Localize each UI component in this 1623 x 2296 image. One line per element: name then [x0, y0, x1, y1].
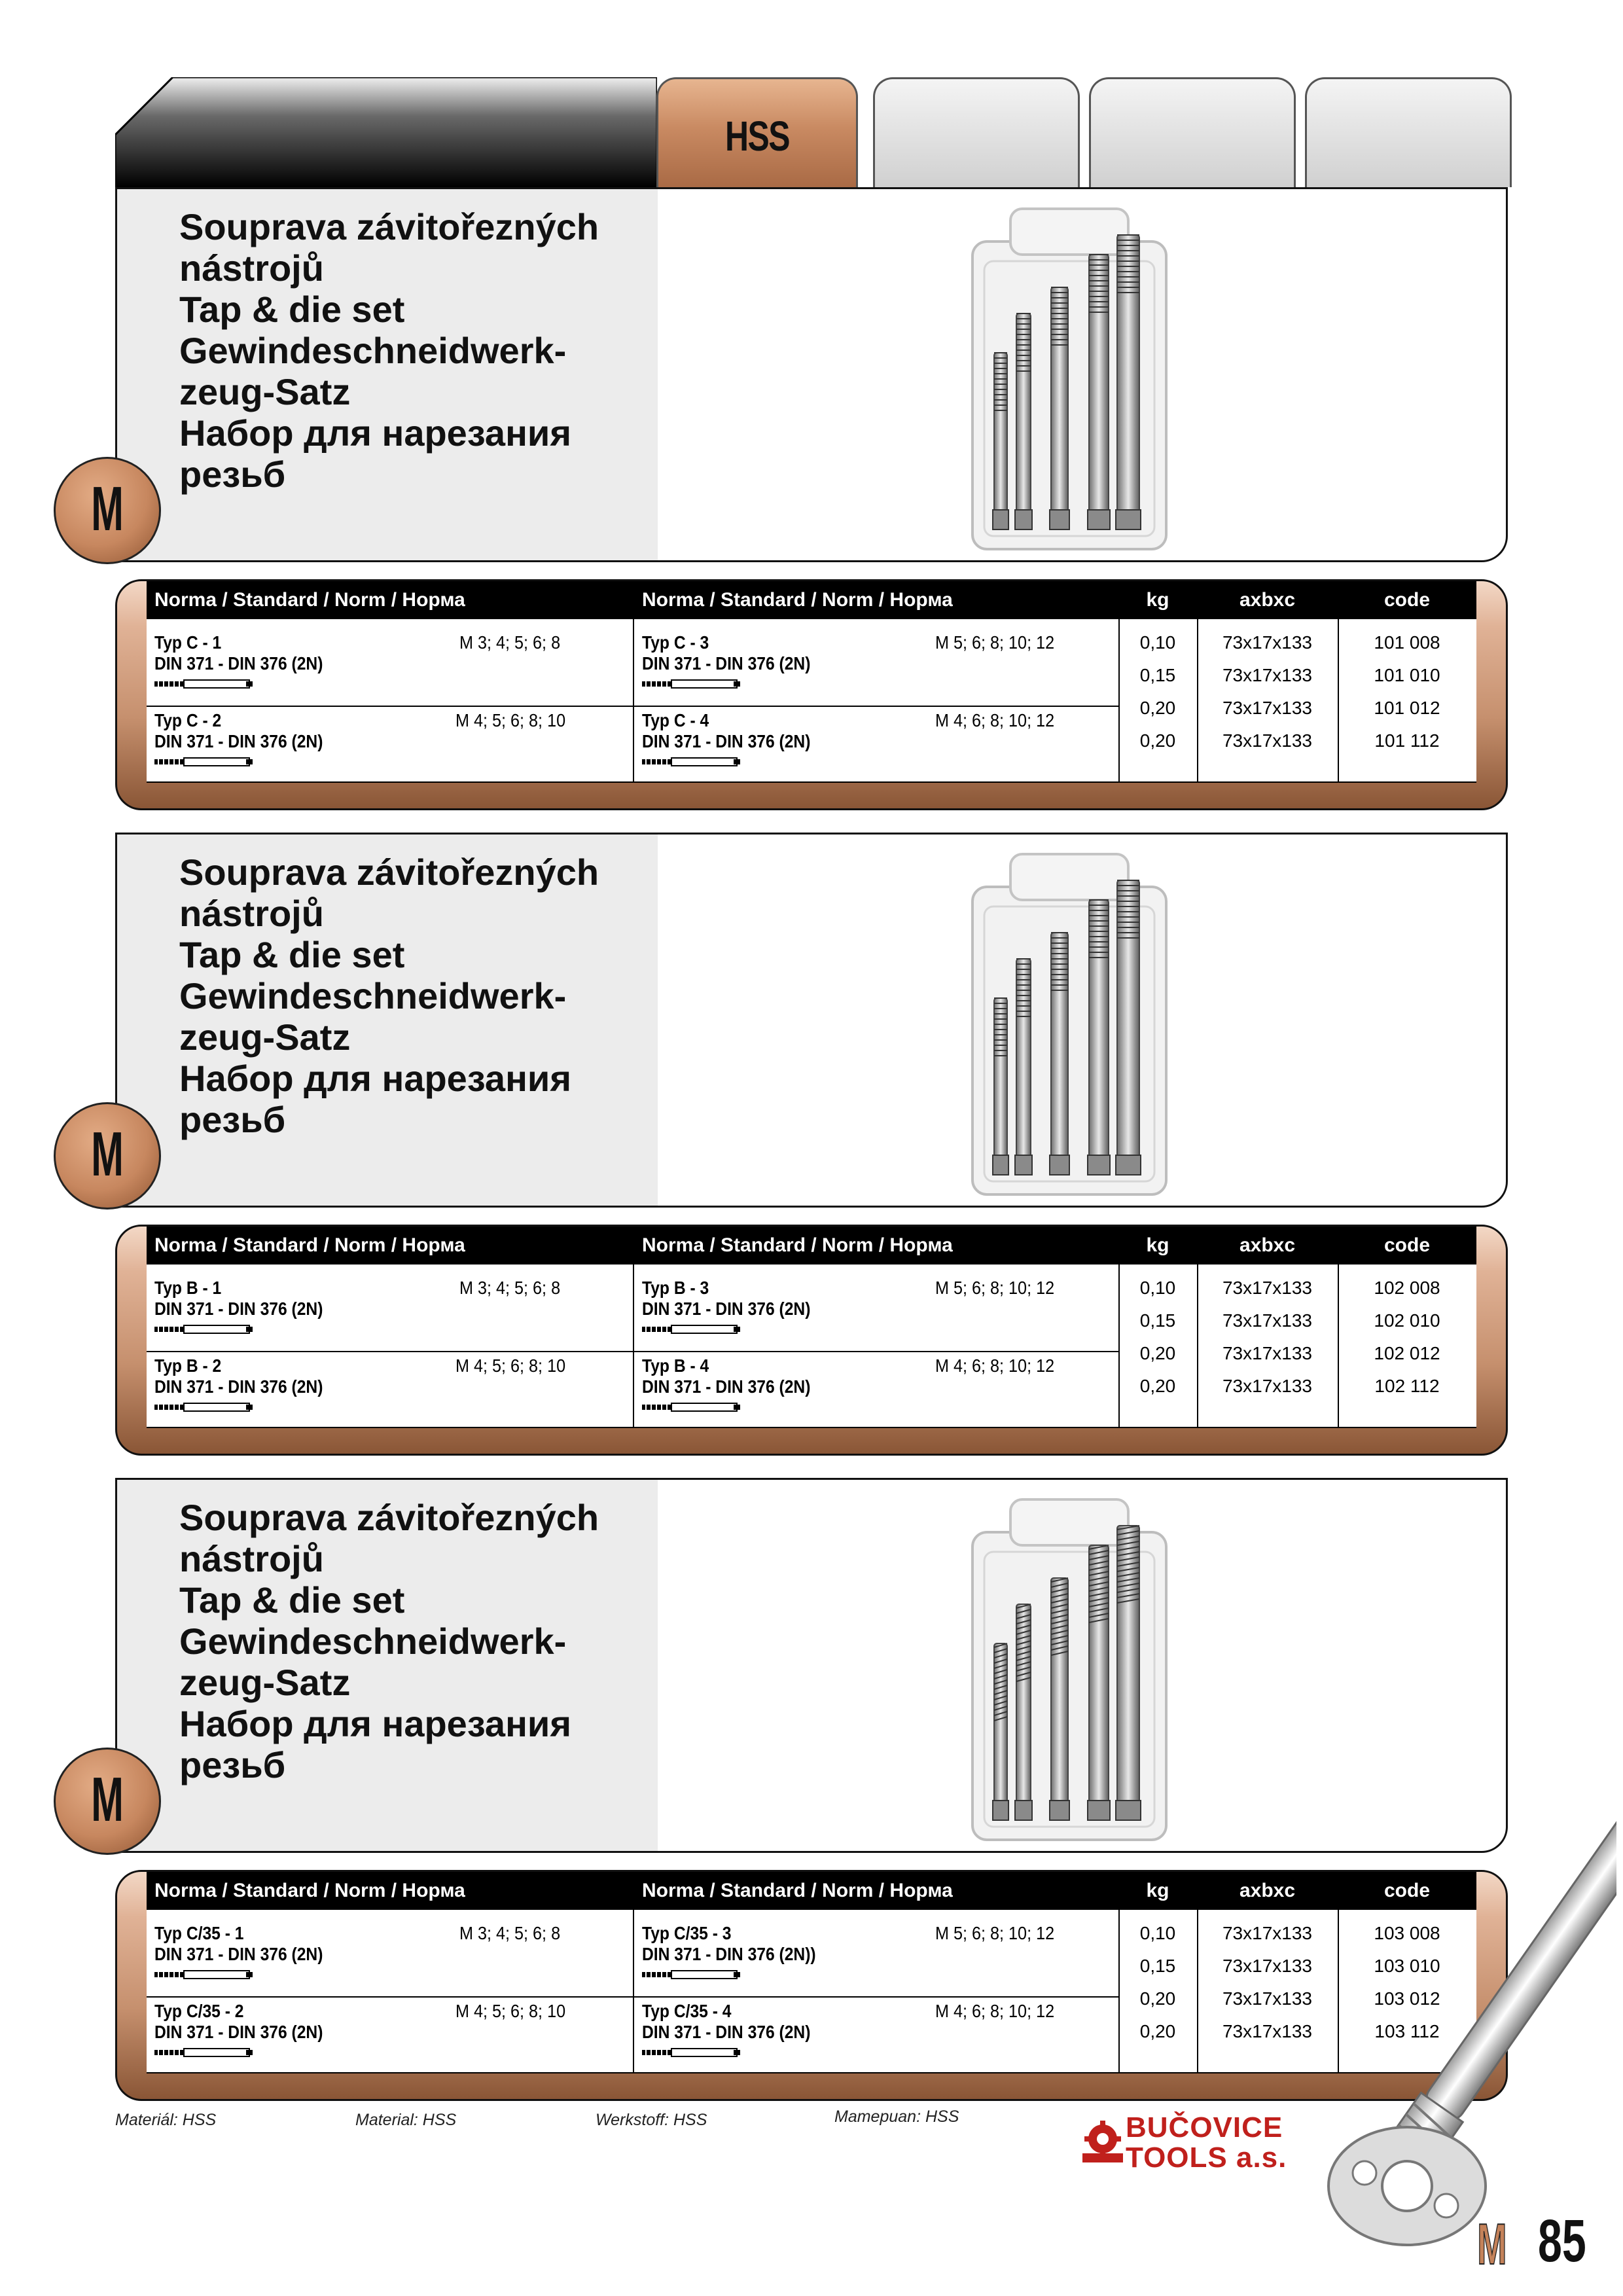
item-type: Typ C/35 - 4 DIN 371 - DIN 376 (2N): [642, 2001, 811, 2042]
tab-empty-3: [1305, 77, 1512, 187]
row-kg: 0,20: [1139, 730, 1176, 751]
product-title: [179, 1497, 651, 1785]
row-dims: 73x17x133: [1222, 1923, 1312, 1943]
header-norma-right: Norma / Standard / Norm / Норма: [642, 589, 953, 611]
row-kg: 0,15: [1139, 1310, 1176, 1331]
column-divider: [633, 1910, 634, 2073]
category-badge-letter: M: [91, 474, 124, 544]
table-header: [147, 1872, 1476, 1910]
header-norma-right: Norma / Standard / Norm / Норма: [642, 1880, 953, 1901]
tab-empty-1: [873, 77, 1080, 187]
row-dims: 73x17x133: [1222, 698, 1312, 718]
product-title-line: Набор для нарезания: [179, 1703, 571, 1744]
product-title-line: Souprava závitořezných: [179, 852, 599, 893]
row-code: 102 012: [1374, 1343, 1440, 1363]
row-code: 103 008: [1374, 1923, 1440, 1943]
tap-icon: [642, 1403, 740, 1412]
item-sizes: M 4; 5; 6; 8; 10: [455, 1355, 566, 1376]
category-badge: [54, 457, 161, 564]
tap-icon: [154, 757, 253, 766]
item-sizes: M 4; 5; 6; 8; 10: [455, 710, 566, 730]
item-type: Typ C - 2 DIN 371 - DIN 376 (2N): [154, 710, 323, 751]
item-din: DIN 371 - DIN 376 (2N): [154, 1299, 323, 1319]
item-din: DIN 371 - DIN 376 (2N): [154, 2022, 323, 2042]
product-panel: [115, 833, 1508, 1208]
row-dims: 73x17x133: [1222, 2021, 1312, 2041]
product-table: [115, 1870, 1508, 2101]
item-sizes: M 4; 6; 8; 10; 12: [935, 1355, 1055, 1376]
row-divider: [147, 1996, 1118, 1998]
tap-icon: [642, 2048, 740, 2057]
row-kg: 0,20: [1139, 1343, 1176, 1363]
item-type: Typ C - 3 DIN 371 - DIN 376 (2N): [642, 632, 811, 673]
table-body: [147, 1227, 1476, 1428]
category-badge: [54, 1102, 161, 1210]
item-din: DIN 371 - DIN 376 (2N): [154, 731, 323, 751]
item-type: Typ B - 3 DIN 371 - DIN 376 (2N): [642, 1278, 811, 1319]
material-en: Material: HSS: [355, 2111, 457, 2129]
product-panel: [115, 187, 1508, 562]
item-sizes: M 5; 6; 8; 10; 12: [935, 1278, 1055, 1298]
row-code: 103 112: [1374, 2021, 1440, 2041]
tap-set-photo: [965, 1493, 1174, 1846]
row-divider: [147, 1351, 1118, 1352]
header-kg: kg: [1146, 1880, 1169, 1901]
tap-icon: [642, 679, 740, 689]
row-dims: 73x17x133: [1222, 1376, 1312, 1396]
item-din: DIN 371 - DIN 376 (2N): [642, 1376, 811, 1397]
product-title-line: Souprava závitořezných: [179, 206, 599, 247]
product-title-line: Tap & die set: [179, 289, 405, 330]
tap-icon: [642, 1970, 740, 1979]
category-badge-letter: M: [91, 1119, 124, 1189]
item-type: Typ B - 1 DIN 371 - DIN 376 (2N): [154, 1278, 323, 1319]
row-kg: 0,20: [1139, 1988, 1176, 2009]
product-table: [115, 1225, 1508, 1456]
row-code: 103 010: [1374, 1956, 1440, 1976]
row-dims: 73x17x133: [1222, 730, 1312, 751]
table-bottom-line: [147, 781, 1476, 783]
category-badge-letter: M: [91, 1765, 124, 1835]
tap-icon: [154, 679, 253, 689]
item-sizes: M 3; 4; 5; 6; 8: [459, 1923, 561, 1943]
row-kg: 0,20: [1139, 2021, 1176, 2041]
row-code: 102 010: [1374, 1310, 1440, 1331]
product-title-line: Gewindeschneidwerk-: [179, 975, 567, 1016]
product-title-line: Набор для нарезания: [179, 1058, 571, 1099]
header-black-band: [115, 77, 657, 187]
row-kg: 0,20: [1139, 1376, 1176, 1396]
row-divider: [147, 706, 1118, 707]
row-dims: 73x17x133: [1222, 1956, 1312, 1976]
header-code: code: [1383, 1234, 1431, 1256]
row-code: 101 012: [1374, 698, 1440, 718]
tap-set-photo: [965, 202, 1174, 556]
item-din: DIN 371 - DIN 376 (2N)): [642, 1944, 816, 1964]
product-title-line: резьб: [179, 1099, 286, 1140]
row-code: 101 010: [1374, 665, 1440, 685]
header-norma-right: Norma / Standard / Norm / Норма: [642, 1234, 953, 1256]
product-title: [179, 206, 651, 495]
item-sizes: M 3; 4; 5; 6; 8: [459, 632, 561, 653]
header-kg: kg: [1146, 1234, 1169, 1256]
page-number: 85: [1538, 2208, 1586, 2274]
tap-icon: [154, 1325, 253, 1334]
item-sizes: M 5; 6; 8; 10; 12: [935, 1923, 1055, 1943]
item-din: DIN 371 - DIN 376 (2N): [154, 1944, 323, 1964]
product-title-line: nástrojů: [179, 247, 324, 289]
category-badge: [54, 1748, 161, 1855]
company-logo-badge: [1080, 2119, 1126, 2165]
product-title-line: zeug-Satz: [179, 371, 351, 412]
item-din: DIN 371 - DIN 376 (2N): [642, 2022, 811, 2042]
row-dims: 73x17x133: [1222, 1343, 1312, 1363]
tab-hss: [656, 77, 858, 187]
row-code: 101 112: [1374, 730, 1440, 751]
product-title-line: Tap & die set: [179, 934, 405, 975]
row-dims: 73x17x133: [1222, 1988, 1312, 2009]
row-kg: 0,10: [1139, 632, 1176, 653]
material-de: Werkstoff: HSS: [596, 2111, 707, 2129]
product-panel: [115, 1478, 1508, 1853]
item-sizes: M 4; 6; 8; 10; 12: [935, 710, 1055, 730]
row-code: 102 112: [1374, 1376, 1440, 1396]
item-type: Typ C/35 - 2 DIN 371 - DIN 376 (2N): [154, 2001, 323, 2042]
product-title-line: nástrojů: [179, 1538, 324, 1579]
header-kg: kg: [1146, 589, 1169, 611]
header-code: code: [1383, 1880, 1431, 1901]
product-title-line: Набор для нарезания: [179, 412, 571, 454]
gear-icon: [1080, 2119, 1126, 2165]
item-sizes: M 3; 4; 5; 6; 8: [459, 1278, 561, 1298]
header-norma-left: Norma / Standard / Norm / Норма: [154, 1880, 465, 1901]
item-din: DIN 371 - DIN 376 (2N): [642, 731, 811, 751]
header-norma-left: Norma / Standard / Norm / Норма: [154, 589, 465, 611]
row-dims: 73x17x133: [1222, 665, 1312, 685]
table-bottom-line: [147, 1427, 1476, 1428]
header-norma-left: Norma / Standard / Norm / Норма: [154, 1234, 465, 1256]
header-dims: axbxc: [1239, 1234, 1296, 1256]
item-din: DIN 371 - DIN 376 (2N): [154, 1376, 323, 1397]
tap-icon: [642, 757, 740, 766]
table-header: [147, 1227, 1476, 1265]
tab-empty-2: [1089, 77, 1296, 187]
tab-hss-label: HSS: [725, 113, 789, 160]
row-dims: 73x17x133: [1222, 1278, 1312, 1298]
product-table: [115, 579, 1508, 810]
page-section-letter: M: [1477, 2212, 1507, 2276]
table-body: [147, 1872, 1476, 2073]
row-code: 102 008: [1374, 1278, 1440, 1298]
product-title-line: nástrojů: [179, 893, 324, 934]
tap-icon: [154, 2048, 253, 2057]
table-bottom-line: [147, 2072, 1476, 2073]
product-title-line: Gewindeschneidwerk-: [179, 330, 567, 371]
item-din: DIN 371 - DIN 376 (2N): [154, 653, 323, 673]
product-title-line: Souprava závitořezných: [179, 1497, 599, 1538]
header-code: code: [1383, 589, 1431, 611]
row-kg: 0,10: [1139, 1923, 1176, 1943]
product-title-line: zeug-Satz: [179, 1662, 351, 1703]
table-header: [147, 581, 1476, 619]
item-din: DIN 371 - DIN 376 (2N): [642, 653, 811, 673]
item-din: DIN 371 - DIN 376 (2N): [642, 1299, 811, 1319]
item-type: Typ B - 2 DIN 371 - DIN 376 (2N): [154, 1355, 323, 1397]
item-type: Typ C/35 - 3 DIN 371 - DIN 376 (2N)): [642, 1923, 816, 1964]
product-title-line: резьб: [179, 1744, 286, 1785]
tap-icon: [154, 1403, 253, 1412]
product-title-line: zeug-Satz: [179, 1016, 351, 1058]
row-code: 103 012: [1374, 1988, 1440, 2009]
item-sizes: M 4; 5; 6; 8; 10: [455, 2001, 566, 2021]
row-kg: 0,15: [1139, 665, 1176, 685]
header-dims: axbxc: [1239, 1880, 1296, 1901]
item-sizes: M 4; 6; 8; 10; 12: [935, 2001, 1055, 2021]
row-dims: 73x17x133: [1222, 1310, 1312, 1331]
column-divider: [633, 619, 634, 783]
tap-icon: [154, 1970, 253, 1979]
item-sizes: M 5; 6; 8; 10; 12: [935, 632, 1055, 653]
row-kg: 0,15: [1139, 1956, 1176, 1976]
table-body: [147, 581, 1476, 783]
row-code: 101 008: [1374, 632, 1440, 653]
row-dims: 73x17x133: [1222, 632, 1312, 653]
product-title-line: Tap & die set: [179, 1579, 405, 1621]
company-name-line1: BUČOVICE: [1126, 2111, 1283, 2144]
item-type: Typ C - 1 DIN 371 - DIN 376 (2N): [154, 632, 323, 673]
tap-icon: [642, 1325, 740, 1334]
row-kg: 0,20: [1139, 698, 1176, 718]
product-title-line: резьб: [179, 454, 286, 495]
item-type: Typ C/35 - 1 DIN 371 - DIN 376 (2N): [154, 1923, 323, 1964]
material-cz: Materiál: HSS: [115, 2111, 217, 2129]
item-type: Typ B - 4 DIN 371 - DIN 376 (2N): [642, 1355, 811, 1397]
product-title-line: Gewindeschneidwerk-: [179, 1621, 567, 1662]
item-type: Typ C - 4 DIN 371 - DIN 376 (2N): [642, 710, 811, 751]
column-divider: [633, 1265, 634, 1428]
company-name-line2: TOOLS a.s.: [1126, 2142, 1287, 2174]
row-kg: 0,10: [1139, 1278, 1176, 1298]
tap-set-photo: [965, 848, 1174, 1201]
product-title: [179, 852, 651, 1140]
header-dims: axbxc: [1239, 589, 1296, 611]
material-ru: Mameрuan: HSS: [834, 2108, 959, 2126]
